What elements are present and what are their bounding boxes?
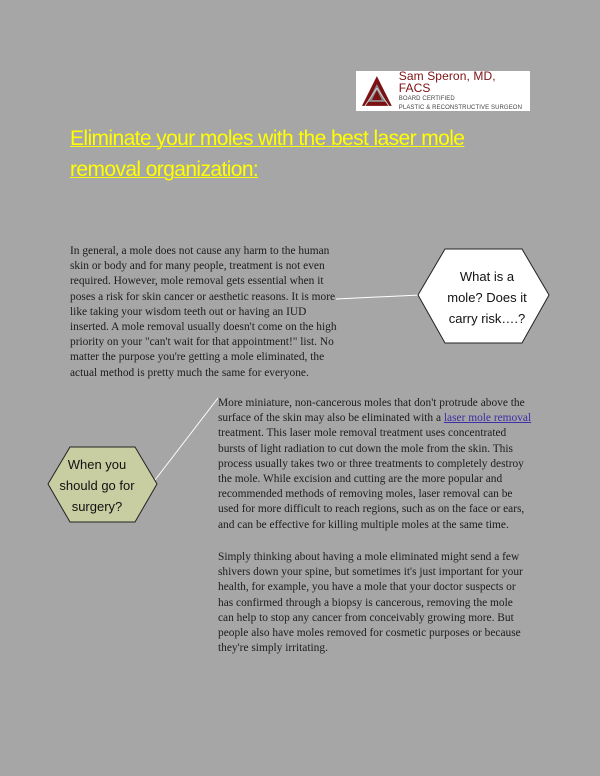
paragraph-health: Simply thinking about having a mole eliminated might send a few shivers down your spine, but sometimes it's just important for your health, for example, you have a mole that your doctor suspects or has confirmed through a biopsy is cancerous, removing the mole can help to stop any cancer from conceivably growing more. But people also have moles removed for cosmetic purposes or because they're simply irritating. <box>218 551 523 655</box>
callout-text-1: What is a mole? Does it carry risk….? <box>447 269 527 326</box>
callout-text-2: When you should go for surgery? <box>59 457 135 514</box>
paragraph-laser <box>218 396 532 533</box>
laser-mole-removal-link[interactable]: laser mole removal <box>443 412 532 425</box>
logo-line1: BOARD CERTIFIED <box>398 96 455 102</box>
paragraph-intro: In general, a mole does not cause any harm to the human skin or body and for many people, treatment is not even required. However, mole removal gets essential when it poses a risk for skin cancer or aesthetic reasons. It is more like taking your wisdom teeth out or having an IUD inserted. A mole removal usually doesn't come on the high priority on your "can't wait for that appointment!" list. No matter the purpose you're getting a mole eliminated, the actual method is pretty much the same for everyone. <box>70 245 337 379</box>
logo-name: Sam Speron, MD, FACS <box>398 69 496 95</box>
logo-line2: PLASTIC & RECONSTRUCTIVE SURGEON <box>398 105 522 111</box>
logo-text <box>399 70 530 112</box>
logo <box>356 71 530 111</box>
paragraph-laser-after: treatment. This laser mole removal treatment uses concentrated bursts of light radiation to cut down the mole from the skin. This process usually takes two or three treatments to completely destroy the mole. While excision and cutting are the more popular and recommended methods of removing moles, laser removal can be used for more difficult to reach regions, such as on the face or ears, and can be effective for killing multiple moles at the same time. <box>218 427 525 531</box>
paragraph-laser-before: More miniature, non-cancerous moles that don't protrude above the surface of the skin may also be eliminated with a <box>218 397 525 425</box>
headline: Eliminate your moles with the best laser mole removal organization: <box>70 127 465 181</box>
logo-mark-icon <box>360 74 394 108</box>
